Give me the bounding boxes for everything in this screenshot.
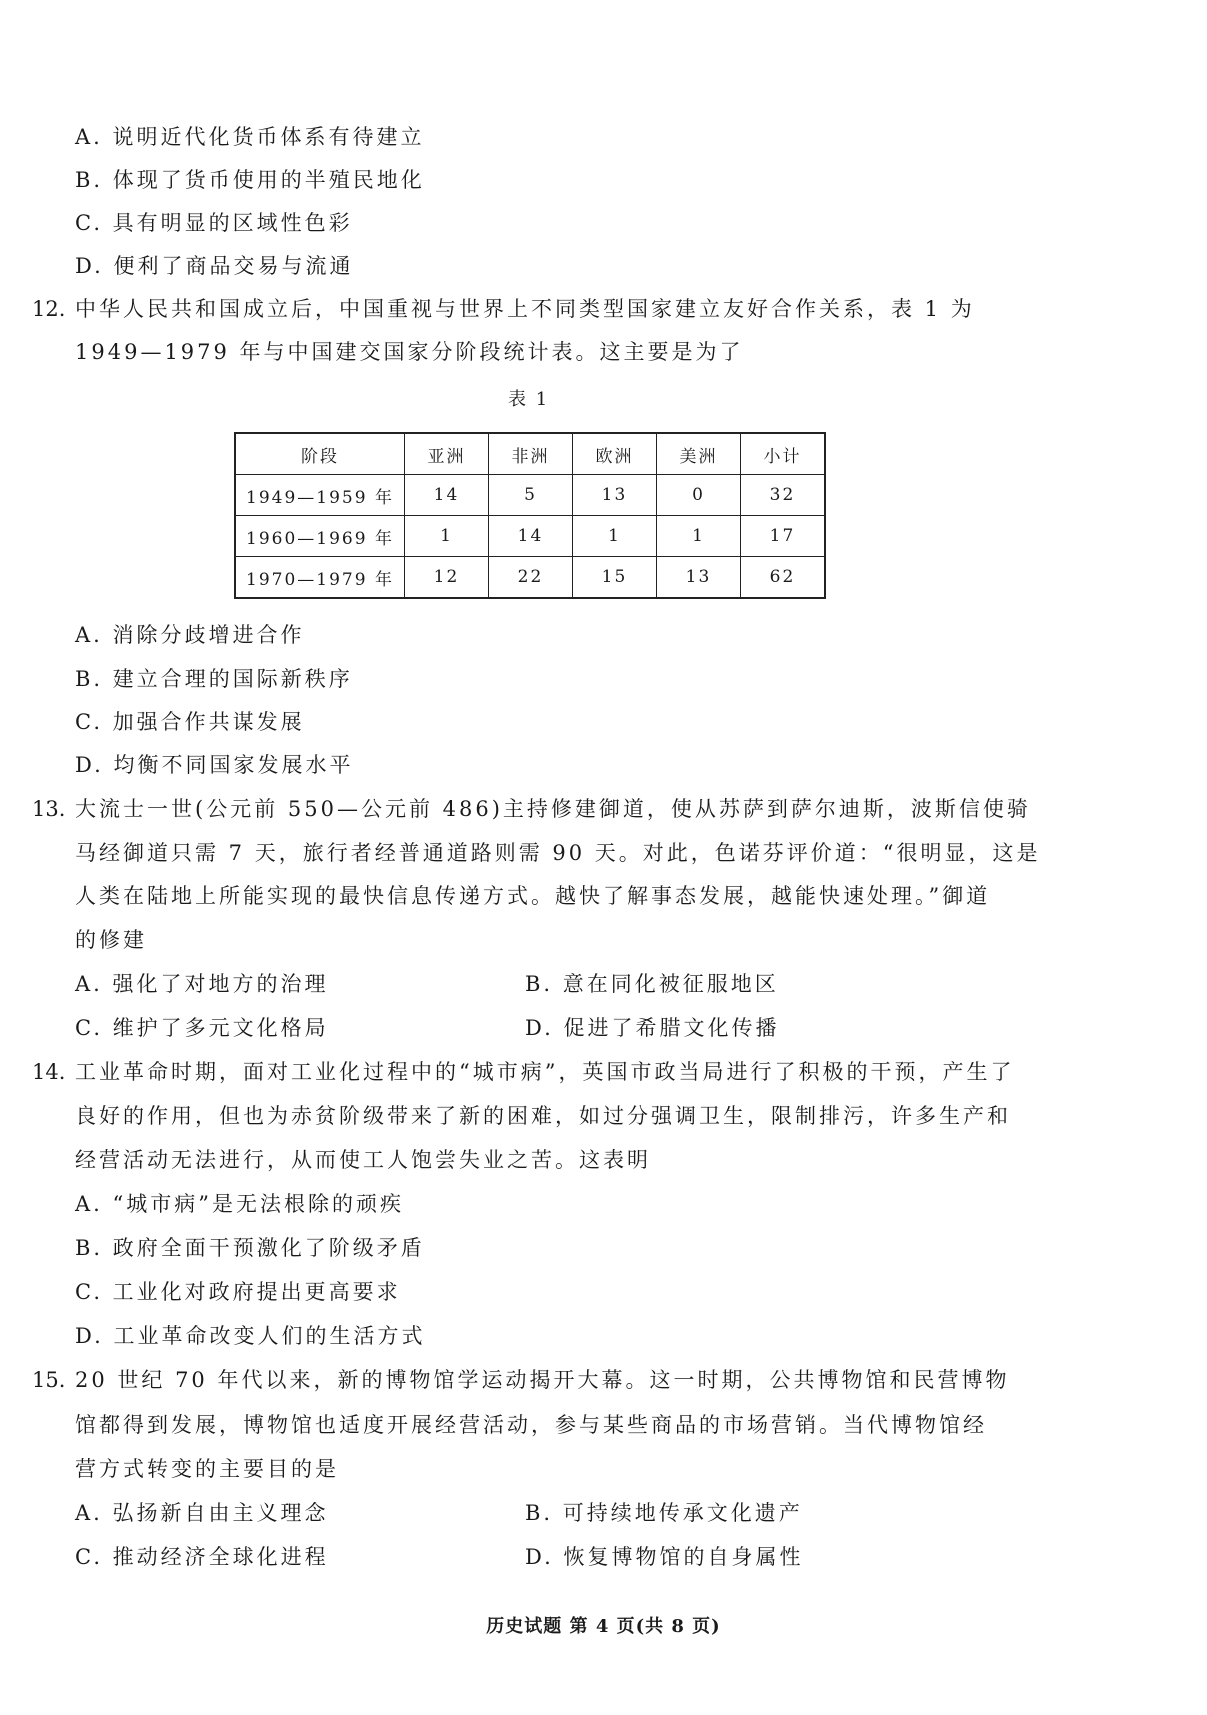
table-cell: 1: [405, 516, 489, 557]
table-cell: 14: [489, 516, 573, 557]
table-header: 非洲: [489, 433, 573, 475]
q12-option-b: B. 建立合理的国际新秩序: [75, 667, 353, 691]
q13-stem-line3: 人类在陆地上所能实现的最快信息传递方式。越快了解事态发展，越能快速处理。”御道: [75, 884, 991, 908]
q15-stem-line3: 营方式转变的主要目的是: [75, 1457, 339, 1481]
q11-option-b: B. 体现了货币使用的半殖民地化: [75, 168, 425, 192]
q13-option-a: A. 强化了对地方的治理: [75, 972, 329, 996]
q13-text-1: 大流士一世(公元前 550—公元前 486)主持修建御道，使从苏萨到萨尔迪斯，波斯信使骑: [75, 797, 1031, 821]
table-header: 亚洲: [405, 433, 489, 475]
q14-stem-line3: 经营活动无法进行，从而使工人饱尝失业之苦。这表明: [75, 1148, 651, 1172]
table-caption: 表 1: [508, 389, 550, 410]
q14-option-c: C. 工业化对政府提出更高要求: [75, 1280, 401, 1304]
q13-number: 13.: [32, 797, 66, 821]
table-row: [235, 475, 825, 516]
table-cell: 15: [573, 557, 657, 599]
q12-number: 12.: [32, 297, 66, 321]
table-cell: 1: [573, 516, 657, 557]
q15-option-d: D. 恢复博物馆的自身属性: [525, 1545, 804, 1569]
stats-table: [234, 432, 826, 599]
table-header: 欧洲: [573, 433, 657, 475]
q15-option-a: A. 弘扬新自由主义理念: [75, 1501, 329, 1525]
table-cell: 32: [741, 475, 826, 516]
table-cell: 17: [741, 516, 826, 557]
q12-option-a: A. 消除分歧增进合作: [75, 623, 305, 647]
table-cell: 1960—1969 年: [235, 516, 405, 557]
table-row: [235, 557, 825, 599]
q14-number: 14.: [32, 1060, 66, 1084]
table-cell: 12: [405, 557, 489, 599]
q14-stem-line1: [32, 1057, 1014, 1087]
table-cell: 22: [489, 557, 573, 599]
table-cell: 62: [741, 557, 826, 599]
q14-text-1: 工业革命时期，面对工业化过程中的“城市病”，英国市政当局进行了积极的干预，产生了: [75, 1060, 1015, 1084]
q14-option-b: B. 政府全面干预激化了阶级矛盾: [75, 1236, 425, 1260]
q11-option-a: A. 说明近代化货币体系有待建立: [75, 125, 425, 149]
table-cell: 1: [657, 516, 741, 557]
q12-option-d: D. 均衡不同国家发展水平: [75, 753, 354, 777]
q15-text-1: 20 世纪 70 年代以来，新的博物馆学运动揭开大幕。这一时期，公共博物馆和民营博物: [75, 1368, 1010, 1392]
q13-stem-line2: 马经御道只需 7 天，旅行者经普通道路则需 90 天。对此，色诺芬评价道：“很明显，这是: [75, 841, 1041, 865]
q14-option-a: A. “城市病”是无法根除的顽疾: [75, 1192, 404, 1216]
table-header: 阶段: [235, 433, 405, 475]
table-header-row: [235, 433, 825, 475]
q11-option-d: D. 便利了商品交易与流通: [75, 254, 354, 278]
q13-stem-line4: 的修建: [75, 928, 147, 952]
q13-option-b: B. 意在同化被征服地区: [525, 972, 779, 996]
table-header: 小计: [741, 433, 826, 475]
table-cell: 5: [489, 475, 573, 516]
page-footer: 历史试题 第 4 页(共 8 页): [486, 1616, 721, 1637]
q15-option-c: C. 推动经济全球化进程: [75, 1545, 329, 1569]
q12-stem-line2: 1949—1979 年与中国建交国家分阶段统计表。这主要是为了: [75, 340, 744, 364]
table-cell: 0: [657, 475, 741, 516]
q15-option-b: B. 可持续地传承文化遗产: [525, 1501, 803, 1525]
table-header: 美洲: [657, 433, 741, 475]
q13-stem-line1: [32, 794, 1031, 824]
q12-text-1: 中华人民共和国成立后，中国重视与世界上不同类型国家建立友好合作关系，表 1 为: [75, 297, 975, 321]
table-row: [235, 516, 825, 557]
table-cell: 1949—1959 年: [235, 475, 405, 516]
q13-option-c: C. 维护了多元文化格局: [75, 1016, 329, 1040]
q12-stem-line1: [32, 294, 975, 324]
q14-stem-line2: 良好的作用，但也为赤贫阶级带来了新的困难，如过分强调卫生，限制排污，许多生产和: [75, 1104, 1011, 1128]
table-cell: 1970—1979 年: [235, 557, 405, 599]
q13-option-d: D. 促进了希腊文化传播: [525, 1016, 780, 1040]
q14-option-d: D. 工业革命改变人们的生活方式: [75, 1324, 426, 1348]
table-cell: 14: [405, 475, 489, 516]
q12-option-c: C. 加强合作共谋发展: [75, 710, 305, 734]
table-cell: 13: [657, 557, 741, 599]
q15-stem-line1: [32, 1365, 1009, 1395]
q15-number: 15.: [32, 1368, 66, 1392]
q11-option-c: C. 具有明显的区域性色彩: [75, 211, 353, 235]
table-cell: 13: [573, 475, 657, 516]
q15-stem-line2: 馆都得到发展，博物馆也适度开展经营活动，参与某些商品的市场营销。当代博物馆经: [75, 1413, 987, 1437]
